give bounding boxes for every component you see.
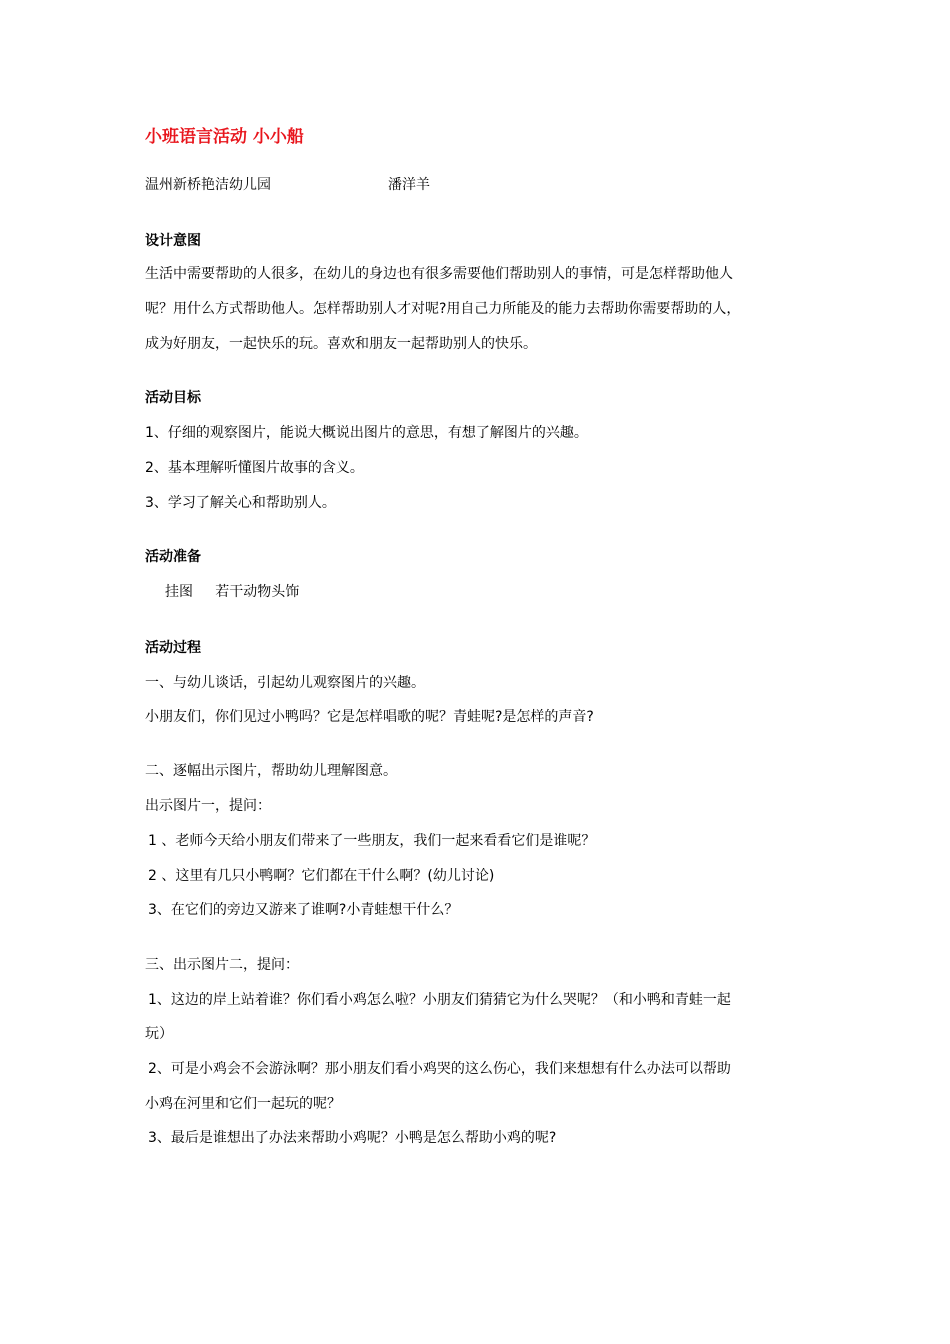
author-school: 温州新桥艳洁幼儿园 xyxy=(145,177,271,193)
goal-item: 1、仔细的观察图片，能说大概说出图片的意思，有想了解图片的兴趣。 xyxy=(145,425,588,441)
document-title: 小班语言活动 小小船 xyxy=(145,127,304,147)
design-paragraph-line: 呢？用什么方式帮助他人。怎样帮助别人才对呢?用自己力所能及的能力去帮助你需要帮助的人， xyxy=(145,301,741,317)
goal-item: 2、基本理解听懂图片故事的含义。 xyxy=(145,460,364,476)
step-2-question: 3、在它们的旁边又游来了谁啊?小青蛙想干什么？ xyxy=(148,902,459,918)
step-2-question: 2 、这里有几只小鸭啊？它们都在干什么啊？(幼儿讨论) xyxy=(148,868,495,884)
step-2-question: 1 、老师今天给小朋友们带来了一些朋友，我们一起来看看它们是谁呢？ xyxy=(148,833,596,849)
step-3-line: 玩） xyxy=(145,1026,173,1042)
prep-heading: 活动准备 xyxy=(145,549,201,565)
step-3-line: 1、这边的岸上站着谁？你们看小鸡怎么啦？小朋友们猜猜它为什么哭呢？（和小鸭和青蛙一起 xyxy=(148,992,731,1008)
step-2-intro: 出示图片一，提问： xyxy=(145,798,271,814)
goals-heading: 活动目标 xyxy=(145,390,201,406)
design-paragraph-line: 生活中需要帮助的人很多，在幼儿的身边也有很多需要他们帮助别人的事情，可是怎样帮助他人 xyxy=(145,266,733,282)
step-3-line: 3、最后是谁想出了办法来帮助小鸡呢？小鸭是怎么帮助小鸡的呢? xyxy=(148,1130,557,1146)
process-heading: 活动过程 xyxy=(145,640,201,656)
author-name: 潘洋羊 xyxy=(388,177,430,193)
design-heading: 设计意图 xyxy=(145,233,201,249)
step-3-line: 小鸡在河里和它们一起玩的呢？ xyxy=(145,1096,341,1112)
step-2-title: 二、逐幅出示图片，帮助幼儿理解图意。 xyxy=(145,763,397,779)
prep-text: 挂图 若干动物头饰 xyxy=(165,584,300,600)
design-paragraph-line: 成为好朋友，一起快乐的玩。喜欢和朋友一起帮助别人的快乐。 xyxy=(145,336,537,352)
step-3-line: 2、可是小鸡会不会游泳啊？那小朋友们看小鸡哭的这么伤心，我们来想想有什么办法可以帮助 xyxy=(148,1061,731,1077)
goal-item: 3、学习了解关心和帮助别人。 xyxy=(145,495,336,511)
step-3-title: 三、出示图片二，提问： xyxy=(145,957,299,973)
step-1-line: 小朋友们，你们见过小鸭吗？它是怎样唱歌的呢？青蛙呢?是怎样的声音? xyxy=(145,709,594,725)
step-1-title: 一、与幼儿谈话，引起幼儿观察图片的兴趣。 xyxy=(145,675,425,691)
